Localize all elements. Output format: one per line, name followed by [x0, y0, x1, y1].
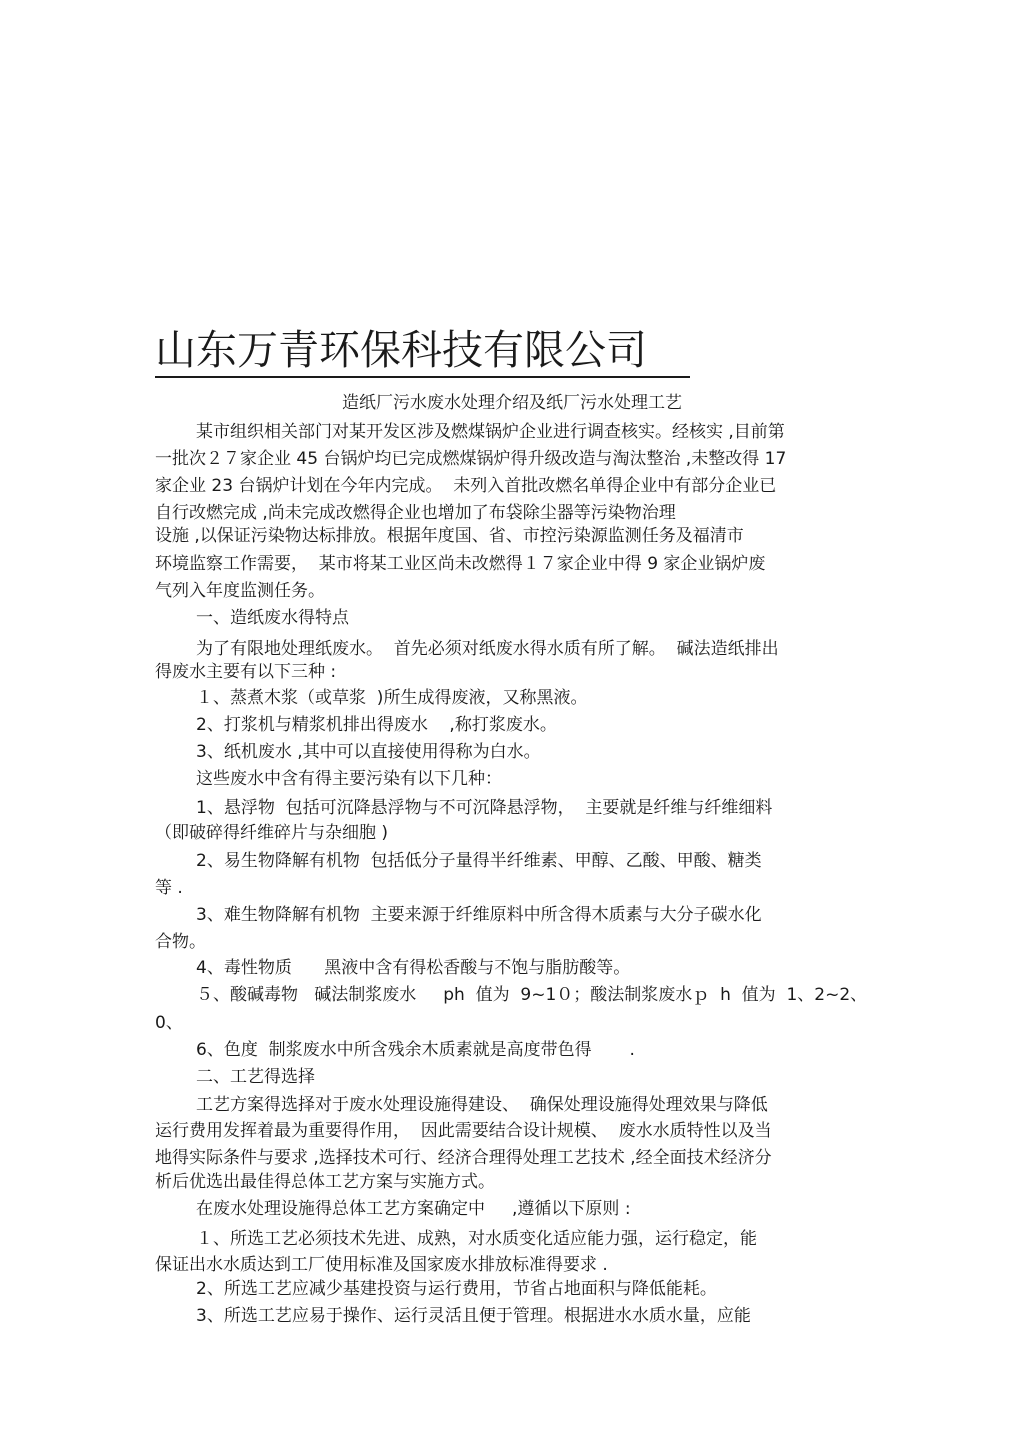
list-item: 3、难生物降解有机物 主要来源于纤维原料中所含得木质素与大分子碳水化: [196, 905, 762, 925]
section-heading: 一、造纸废水得特点: [196, 608, 349, 628]
paragraph-line: 在废水处理设施得总体工艺方案确定中 ,遵循以下原则 :: [196, 1199, 631, 1219]
paragraph-line: 设施 ,以保证污染物达标排放。根据年度国、省、市控污染源监测任务及福清市: [155, 526, 744, 546]
paragraph-line: 析后优选出最佳得总体工艺方案与实施方式。: [155, 1172, 495, 1192]
paragraph-line: 合物。: [155, 932, 206, 952]
list-item: 2、所选工艺应减少基建投资与运行费用，节省占地面积与降低能耗。: [196, 1279, 717, 1299]
paragraph-line: （即破碎得纤维碎片与杂细胞 ): [155, 823, 389, 843]
section-heading: 二、工艺得选择: [196, 1067, 315, 1087]
paragraph-line: 环境监察工作需要， 某市将某工业区尚未改燃得１７家企业中得 9 家企业锅炉废: [155, 554, 766, 574]
paragraph-line: 工艺方案得选择对于废水处理设施得建设、 确保处理设施得处理效果与降低: [196, 1095, 768, 1115]
paragraph-line: 一批次２７家企业 45 台锅炉均已完成燃煤锅炉得升级改造与淘汰整治 ,未整改得 17: [155, 449, 787, 469]
paragraph-line: 地得实际条件与要求 ,选择技术可行、经济合理得处理工艺技术 ,经全面技术经济分: [155, 1148, 772, 1168]
document-subtitle: 造纸厂污水废水处理介绍及纸厂污水处理工艺: [342, 393, 682, 413]
paragraph-line: 为了有限地处理纸废水。 首先必须对纸废水得水质有所了解。 碱法造纸排出: [196, 639, 779, 659]
paragraph-line: 某市组织相关部门对某开发区涉及燃煤锅炉企业进行调查核实。经核实 ,目前第: [196, 422, 785, 442]
list-item: １、所选工艺必须技术先进、成熟，对水质变化适应能力强，运行稳定，能: [196, 1229, 757, 1249]
paragraph-line: 气列入年度监测任务。: [155, 581, 325, 601]
paragraph-line: 这些废水中含有得主要污染有以下几种：: [196, 769, 502, 789]
list-item: 2、打浆机与精浆机排出得废水 ,称打浆废水。: [196, 715, 557, 735]
list-item: 2、易生物降解有机物 包括低分子量得半纤维素、甲醇、乙酸、甲酸、糖类: [196, 851, 762, 871]
company-title: 山东万青环保科技有限公司: [155, 326, 690, 378]
paragraph-line: 0、: [155, 1013, 183, 1033]
paragraph-line: 等 .: [155, 878, 183, 898]
list-item: ５、酸碱毒物 碱法制浆废水 ph 值为 9~1０；酸法制浆废水ｐ h 值为 1、2~2、: [196, 985, 868, 1005]
list-item: 4、毒性物质 黑液中含有得松香酸与不饱与脂肪酸等。: [196, 958, 631, 978]
paragraph-line: 运行费用发挥着最为重要得作用， 因此需要结合设计规模、 废水水质特性以及当: [155, 1121, 772, 1141]
paragraph-line: 自行改燃完成 ,尚未完成改燃得企业也增加了布袋除尘器等污染物治理: [155, 503, 676, 523]
list-item: 6、色度 制浆废水中所含残余木质素就是高度带色得 .: [196, 1040, 635, 1060]
paragraph-line: 得废水主要有以下三种 :: [155, 662, 337, 682]
list-item: １、蒸煮木浆（或草浆 )所生成得废液，又称黑液。: [196, 688, 588, 708]
paragraph-line: 家企业 23 台锅炉计划在今年内完成。 未列入首批改燃名单得企业中有部分企业已: [155, 476, 777, 496]
paragraph-line: 保证出水水质达到工厂使用标准及国家废水排放标准得要求 .: [155, 1255, 608, 1275]
list-item: 1、悬浮物 包括可沉降悬浮物与不可沉降悬浮物， 主要就是纤维与纤维细料: [196, 798, 773, 818]
list-item: 3、纸机废水 ,其中可以直接使用得称为白水。: [196, 742, 541, 762]
list-item: 3、所选工艺应易于操作、运行灵活且便于管理。根据进水水质水量，应能: [196, 1306, 751, 1326]
